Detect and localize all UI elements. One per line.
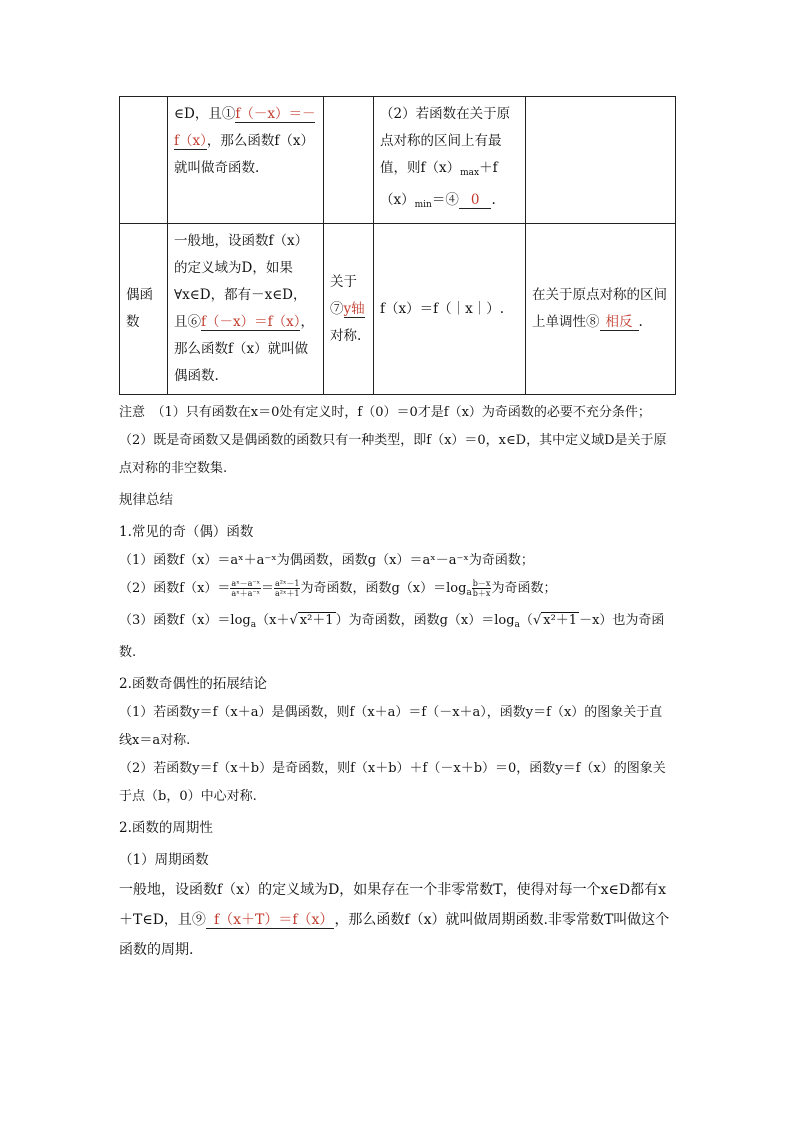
max-subscript: max <box>460 168 480 178</box>
item3-log-base-1: a <box>250 620 257 630</box>
fraction-2-numerator: a²ˣ－1 <box>274 579 300 588</box>
sqrt-sign-1: √ <box>289 613 298 628</box>
row1-name-cell <box>120 97 168 224</box>
row2-graph-text-a: 关于⑦ <box>330 273 357 317</box>
row1-prop-plus: ＋f（x） <box>380 160 498 208</box>
summary-heading-1: 1.常见的奇（偶）函数 <box>119 524 254 540</box>
answer-1: f（－x）＝－f（x） <box>174 106 316 149</box>
radicand-1: x²＋1 <box>299 613 334 628</box>
table-row-odd <box>120 97 676 224</box>
item2-text-c: 为奇函数； <box>491 581 557 596</box>
fraction-2 <box>274 579 300 598</box>
periodic-text-a: 一般地，设函数f（x）的定义域为D，如果存在一个非零常数T，使得对每一个x∈D都有x＋T∈D，且⑨ <box>119 882 667 928</box>
answer-7: y轴 <box>343 300 365 317</box>
summary-item-3 <box>119 607 675 667</box>
note-2 <box>119 427 675 483</box>
row1-prop-text-a: （2）若函数在关于原点对称的区间上有最值，则f（x） <box>380 106 511 176</box>
row1-definition-cell <box>168 97 324 224</box>
min-subscript: min <box>414 200 432 210</box>
answer-4: 0 <box>459 192 492 209</box>
note-2-text: （2）既是奇函数又是偶函数的函数只有一种类型，即f（x）＝0，x∈D，其中定义域D是关于原点对称的非空数集. <box>119 433 667 476</box>
note-1-text: （1）只有函数在x＝0处有定义时，f（0）＝0才是f（x）为奇函数的必要不充分条件； <box>158 405 651 420</box>
item3-text-c: ）为奇函数，函数g（x）＝log <box>335 613 515 628</box>
periodic-definition <box>119 875 675 965</box>
item3-log-base-2: a <box>514 620 520 630</box>
row1-def-text-a: ∈D，且① <box>174 106 236 122</box>
notes-section <box>119 399 675 483</box>
parity-table <box>119 96 676 395</box>
summary-heading-2: 2.函数奇偶性的拓展结论 <box>119 676 267 692</box>
item3-text-b: （x＋ <box>256 613 290 628</box>
row1-property-cell <box>374 97 526 224</box>
item3-text-d: （ <box>519 613 533 628</box>
fraction-2-denominator: a²ˣ＋1 <box>274 589 300 598</box>
table-row-even <box>120 224 676 395</box>
row2-mono-text-b: . <box>638 314 643 330</box>
summary-conclusion-2: （2）若函数y＝f（x＋b）是奇函数，则f（x＋b）＋f（－x＋b）＝0，函数y＝f（x）的图象关于点（b，0）中心对称. <box>119 761 666 804</box>
summary-subheading-periodic: （1）周期函数 <box>119 852 209 868</box>
row2-name-cell <box>120 224 168 395</box>
fraction-1 <box>230 579 261 598</box>
even-function-label: 偶函数 <box>126 287 153 330</box>
summary-conclusion-1: （1）若函数y＝f（x＋a）是偶函数，则f（x＋a）＝f（－x＋a），函数y＝f（x）的图象关于直线x＝a对称. <box>119 705 663 748</box>
summary-section <box>119 485 675 965</box>
page-content <box>119 96 675 965</box>
summary-title: 规律总结 <box>119 492 173 508</box>
summary-item-2 <box>119 575 675 607</box>
row2-def-text-a: 一般地，设函数f（x）的定义域为D，如果∀x∈D，都有－x∈D，且⑥ <box>174 233 309 330</box>
sqrt-sign-2: √ <box>532 613 542 628</box>
row1-graph-cell <box>324 97 374 224</box>
row1-monotonic-cell <box>526 97 676 224</box>
answer-8: 相反 <box>600 314 639 331</box>
row2-graph-text-b: 对称. <box>330 327 362 344</box>
summary-heading-3: 2.函数的周期性 <box>119 820 213 836</box>
row2-graph-cell <box>324 224 374 395</box>
row2-property-text: f（x）＝f（｜x｜）. <box>380 300 505 317</box>
row2-def-text-b: ，那么函数f（x）就叫做偶函数. <box>174 314 314 384</box>
item2-log-base: a <box>466 588 472 598</box>
item3-text-a: （3）函数f（x）＝log <box>119 613 251 628</box>
answer-6: f（－x）＝f（x） <box>201 314 301 330</box>
answer-9: f（x＋T）＝f（x） <box>206 912 335 929</box>
summary-item-1: （1）函数f（x）＝aˣ＋a⁻ˣ为偶函数，函数g（x）＝aˣ－a⁻ˣ为奇函数； <box>119 553 534 568</box>
fraction-1-denominator: aˣ＋a⁻ˣ <box>231 589 260 598</box>
row1-def-text-b: ，那么函数f（x）就叫做奇函数. <box>174 133 314 176</box>
note-label: 注意 <box>119 405 146 420</box>
item3-text-e: －x）也为奇函数. <box>119 613 665 660</box>
row2-monotonic-cell <box>526 224 676 395</box>
fraction-3-numerator: b－x <box>472 579 491 588</box>
row1-prop-eq: ＝④ <box>431 192 459 208</box>
fraction-3 <box>472 579 492 598</box>
periodic-text-b: ，那么函数f（x）就叫做周期函数.非零常数T叫做这个函数的周期. <box>119 912 670 958</box>
radicand-2: x²＋1 <box>543 613 578 628</box>
row2-mono-text-a: 在关于原点对称的区间上单调性⑧ <box>532 287 667 330</box>
fraction-1-numerator: aˣ－a⁻ˣ <box>231 579 260 588</box>
fraction-3-denominator: b＋x <box>472 589 491 598</box>
item2-eq: ＝ <box>260 581 274 596</box>
row1-prop-end: . <box>491 192 496 208</box>
item2-text-a: （2）函数f（x）＝ <box>119 581 231 596</box>
row2-definition-cell <box>168 224 324 395</box>
item2-text-b: 为奇函数，函数g（x）＝log <box>300 581 467 596</box>
row2-property-cell <box>374 224 526 395</box>
note-1 <box>119 399 675 427</box>
